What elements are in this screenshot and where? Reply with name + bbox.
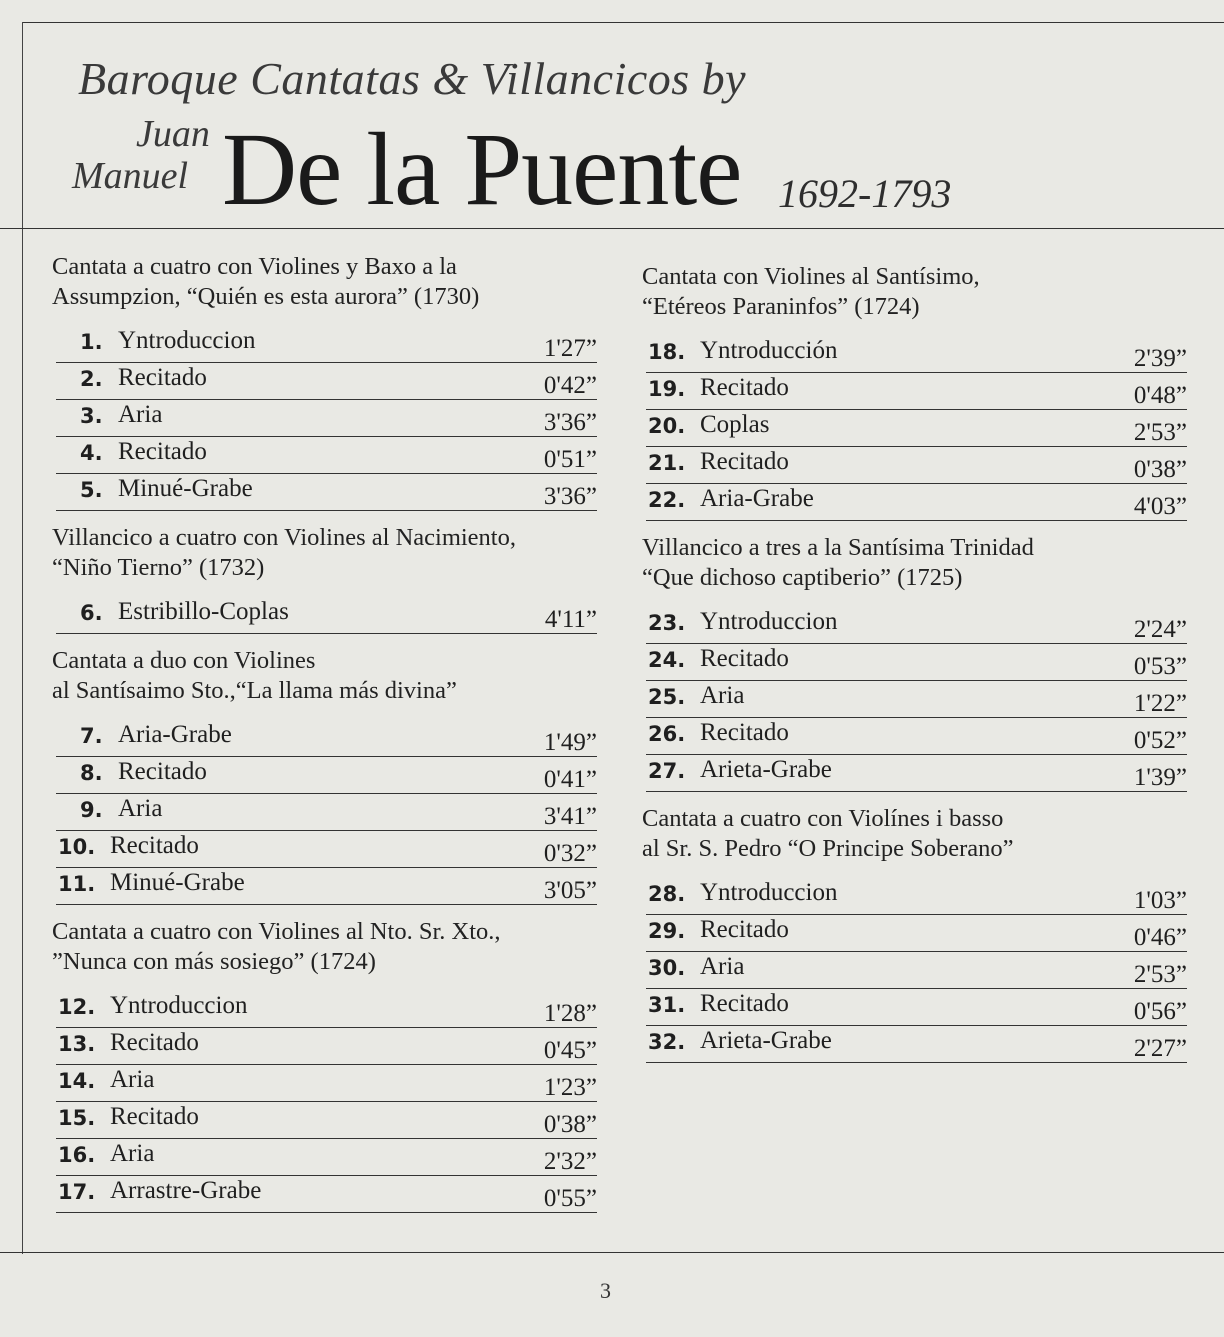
track-row (646, 755, 1187, 792)
track-name: Recitado (700, 990, 789, 1017)
work-title-line: “Niño Tierno” (1732) (52, 554, 265, 581)
work-title-line: Cantata a cuatro con Violínes i basso (642, 805, 1004, 832)
track-duration: 0'52” (1133, 727, 1187, 754)
work-title-line: “Etéreos Paraninfos” (1724) (642, 293, 920, 320)
track-duration: 2'53” (1133, 961, 1187, 988)
track-duration: 0'46” (1133, 924, 1187, 951)
track-row (56, 1028, 597, 1065)
track-name: Arieta-Grabe (700, 1027, 832, 1054)
track-name: Recitado (700, 916, 789, 943)
track-name: Aria (118, 795, 163, 822)
work-title-line: Assumpzion, “Quién es esta aurora” (1730) (52, 283, 480, 310)
track-name: Aria-Grabe (118, 721, 232, 748)
track-row (56, 1176, 597, 1213)
track-duration: 0'42” (543, 372, 597, 399)
top-border (22, 22, 1224, 23)
track-name: Recitado (110, 832, 199, 859)
track-row (646, 989, 1187, 1026)
track-duration: 0'56” (1133, 998, 1187, 1025)
track-number: 14. (58, 1069, 96, 1093)
track-name: Recitado (118, 364, 207, 391)
work-title-line: Cantata a duo con Violines (52, 647, 316, 674)
left-border (22, 22, 23, 1254)
track-name: Minué-Grabe (110, 869, 245, 896)
work-title-line: Cantata a cuatro con Violines y Baxo a la (52, 253, 457, 280)
track-name: Recitado (110, 1029, 199, 1056)
track-duration: 4'11” (544, 606, 597, 633)
track-name: Aria (118, 401, 163, 428)
track-duration: 3'36” (543, 409, 597, 436)
track-name: Yntroduccion (700, 879, 838, 906)
track-name: Aria (110, 1066, 155, 1093)
track-row (646, 681, 1187, 718)
track-duration: 1'23” (543, 1074, 597, 1101)
track-row (646, 718, 1187, 755)
track-number: 32. (648, 1030, 686, 1054)
track-row (56, 991, 597, 1028)
track-name: Recitado (700, 374, 789, 401)
track-duration: 1'03” (1133, 887, 1187, 914)
composer-given-name-2: Manuel (72, 155, 189, 197)
track-number: 29. (648, 919, 686, 943)
track-row (646, 410, 1187, 447)
track-name: Estribillo-Coplas (118, 598, 289, 625)
track-number: 16. (58, 1143, 96, 1167)
track-duration: 0'45” (543, 1037, 597, 1064)
track-number: 9. (80, 798, 103, 822)
track-duration: 0'51” (543, 446, 597, 473)
track-number: 20. (648, 414, 686, 438)
track-number: 1. (80, 330, 103, 354)
track-name: Arrastre-Grabe (110, 1177, 262, 1204)
track-number: 22. (648, 488, 686, 512)
work-block (642, 262, 1187, 521)
track-row (646, 952, 1187, 989)
track-row (56, 868, 597, 905)
track-duration: 1'39” (1133, 764, 1187, 791)
track-number: 8. (80, 761, 103, 785)
tracklist-right-column (642, 262, 1187, 1075)
track-number: 23. (648, 611, 686, 635)
track-number: 21. (648, 451, 686, 475)
track-name: Aria (110, 1140, 155, 1167)
track-row (56, 720, 597, 757)
work-title-line: ”Nunca con más sosiego” (1724) (52, 948, 376, 975)
track-name: Yntroduccion (118, 327, 256, 354)
track-row (646, 447, 1187, 484)
album-subtitle: Baroque Cantatas & Villancicos by (78, 53, 747, 104)
work-title-line: Cantata con Violines al Santísimo, (642, 263, 980, 290)
track-number: 4. (80, 441, 103, 465)
track-row (56, 794, 597, 831)
track-name: Coplas (700, 411, 770, 438)
page-number: 3 (600, 1278, 611, 1303)
track-number: 11. (58, 872, 96, 896)
track-duration: 4'03” (1133, 493, 1187, 520)
track-duration: 1'27” (543, 335, 597, 362)
track-name: Recitado (700, 448, 789, 475)
track-duration: 0'32” (543, 840, 597, 867)
track-duration: 1'28” (543, 1000, 597, 1027)
track-number: 31. (648, 993, 686, 1017)
track-number: 10. (58, 835, 96, 859)
track-duration: 1'22” (1133, 690, 1187, 717)
track-row (646, 644, 1187, 681)
composer-dates: 1692-1793 (778, 171, 952, 216)
work-title (642, 262, 1187, 322)
track-name: Yntroduccion (700, 608, 838, 635)
track-duration: 2'53” (1133, 419, 1187, 446)
track-number: 27. (648, 759, 686, 783)
work-title-line: Villancico a cuatro con Violines al Nacimiento, (52, 524, 516, 551)
track-name: Aria (700, 953, 745, 980)
track-row (56, 757, 597, 794)
track-name: Recitado (118, 438, 207, 465)
track-name: Aria (700, 682, 745, 709)
tracklist-left-column (52, 252, 597, 1225)
track-duration: 0'38” (543, 1111, 597, 1138)
track-name: Recitado (700, 645, 789, 672)
track-duration: 0'38” (1133, 456, 1187, 483)
work-title (52, 917, 597, 977)
track-number: 17. (58, 1180, 96, 1204)
track-number: 3. (80, 404, 103, 428)
work-title (52, 252, 597, 312)
track-row (56, 474, 597, 511)
track-row (646, 1026, 1187, 1063)
track-duration: 0'41” (543, 766, 597, 793)
track-duration: 2'32” (543, 1148, 597, 1175)
track-row (646, 607, 1187, 644)
work-title (642, 533, 1187, 593)
work-title-line: Cantata a cuatro con Violines al Nto. Sr. Xto., (52, 918, 501, 945)
track-row (56, 437, 597, 474)
track-row (56, 1102, 597, 1139)
track-number: 15. (58, 1106, 96, 1130)
track-number: 28. (648, 882, 686, 906)
track-duration: 0'48” (1133, 382, 1187, 409)
work-title (52, 523, 597, 583)
track-name: Yntroducción (700, 337, 838, 364)
footer-divider (0, 1252, 1224, 1253)
track-row (56, 326, 597, 363)
track-name: Arieta-Grabe (700, 756, 832, 783)
track-number: 5. (80, 478, 103, 502)
track-row (56, 1139, 597, 1176)
track-number: 30. (648, 956, 686, 980)
track-number: 19. (648, 377, 686, 401)
track-name: Recitado (110, 1103, 199, 1130)
work-block (52, 917, 597, 1213)
track-name: Yntroduccion (110, 992, 248, 1019)
track-row (646, 484, 1187, 521)
track-row (56, 363, 597, 400)
track-name: Recitado (118, 758, 207, 785)
track-duration: 2'39” (1133, 345, 1187, 372)
track-duration: 3'36” (543, 483, 597, 510)
work-title-line: al Sr. S. Pedro “O Principe Soberano” (642, 835, 1014, 862)
track-row (646, 878, 1187, 915)
track-number: 2. (80, 367, 103, 391)
track-number: 24. (648, 648, 686, 672)
track-number: 7. (80, 724, 103, 748)
work-block (642, 804, 1187, 1063)
track-number: 18. (648, 340, 686, 364)
track-number: 12. (58, 995, 96, 1019)
track-row (646, 373, 1187, 410)
work-title-line: al Santísaimo Sto.,“La llama más divina” (52, 677, 457, 704)
work-title-line: “Que dichoso captiberio” (1725) (642, 564, 963, 591)
track-number: 25. (648, 685, 686, 709)
track-row (56, 400, 597, 437)
track-row (646, 336, 1187, 373)
composer-given-name-1: Juan (136, 113, 210, 155)
composer-surname: De la Puente (222, 112, 742, 227)
work-block (52, 646, 597, 905)
track-name: Recitado (700, 719, 789, 746)
track-row (56, 831, 597, 868)
track-duration: 1'49” (543, 729, 597, 756)
track-duration: 0'55” (543, 1185, 597, 1212)
work-block (52, 523, 597, 634)
track-number: 13. (58, 1032, 96, 1056)
track-name: Aria-Grabe (700, 485, 814, 512)
track-duration: 2'24” (1133, 616, 1187, 643)
track-duration: 3'41” (543, 803, 597, 830)
work-title (52, 646, 597, 706)
track-number: 6. (80, 601, 103, 625)
track-number: 26. (648, 722, 686, 746)
track-duration: 3'05” (543, 877, 597, 904)
work-block (642, 533, 1187, 792)
track-duration: 2'27” (1133, 1035, 1187, 1062)
work-block (52, 252, 597, 511)
track-name: Minué-Grabe (118, 475, 253, 502)
work-title (642, 804, 1187, 864)
track-row (56, 1065, 597, 1102)
track-row (56, 597, 597, 634)
work-title-line: Villancico a tres a la Santísima Trinidad (642, 534, 1034, 561)
track-duration: 0'53” (1133, 653, 1187, 680)
track-row (646, 915, 1187, 952)
